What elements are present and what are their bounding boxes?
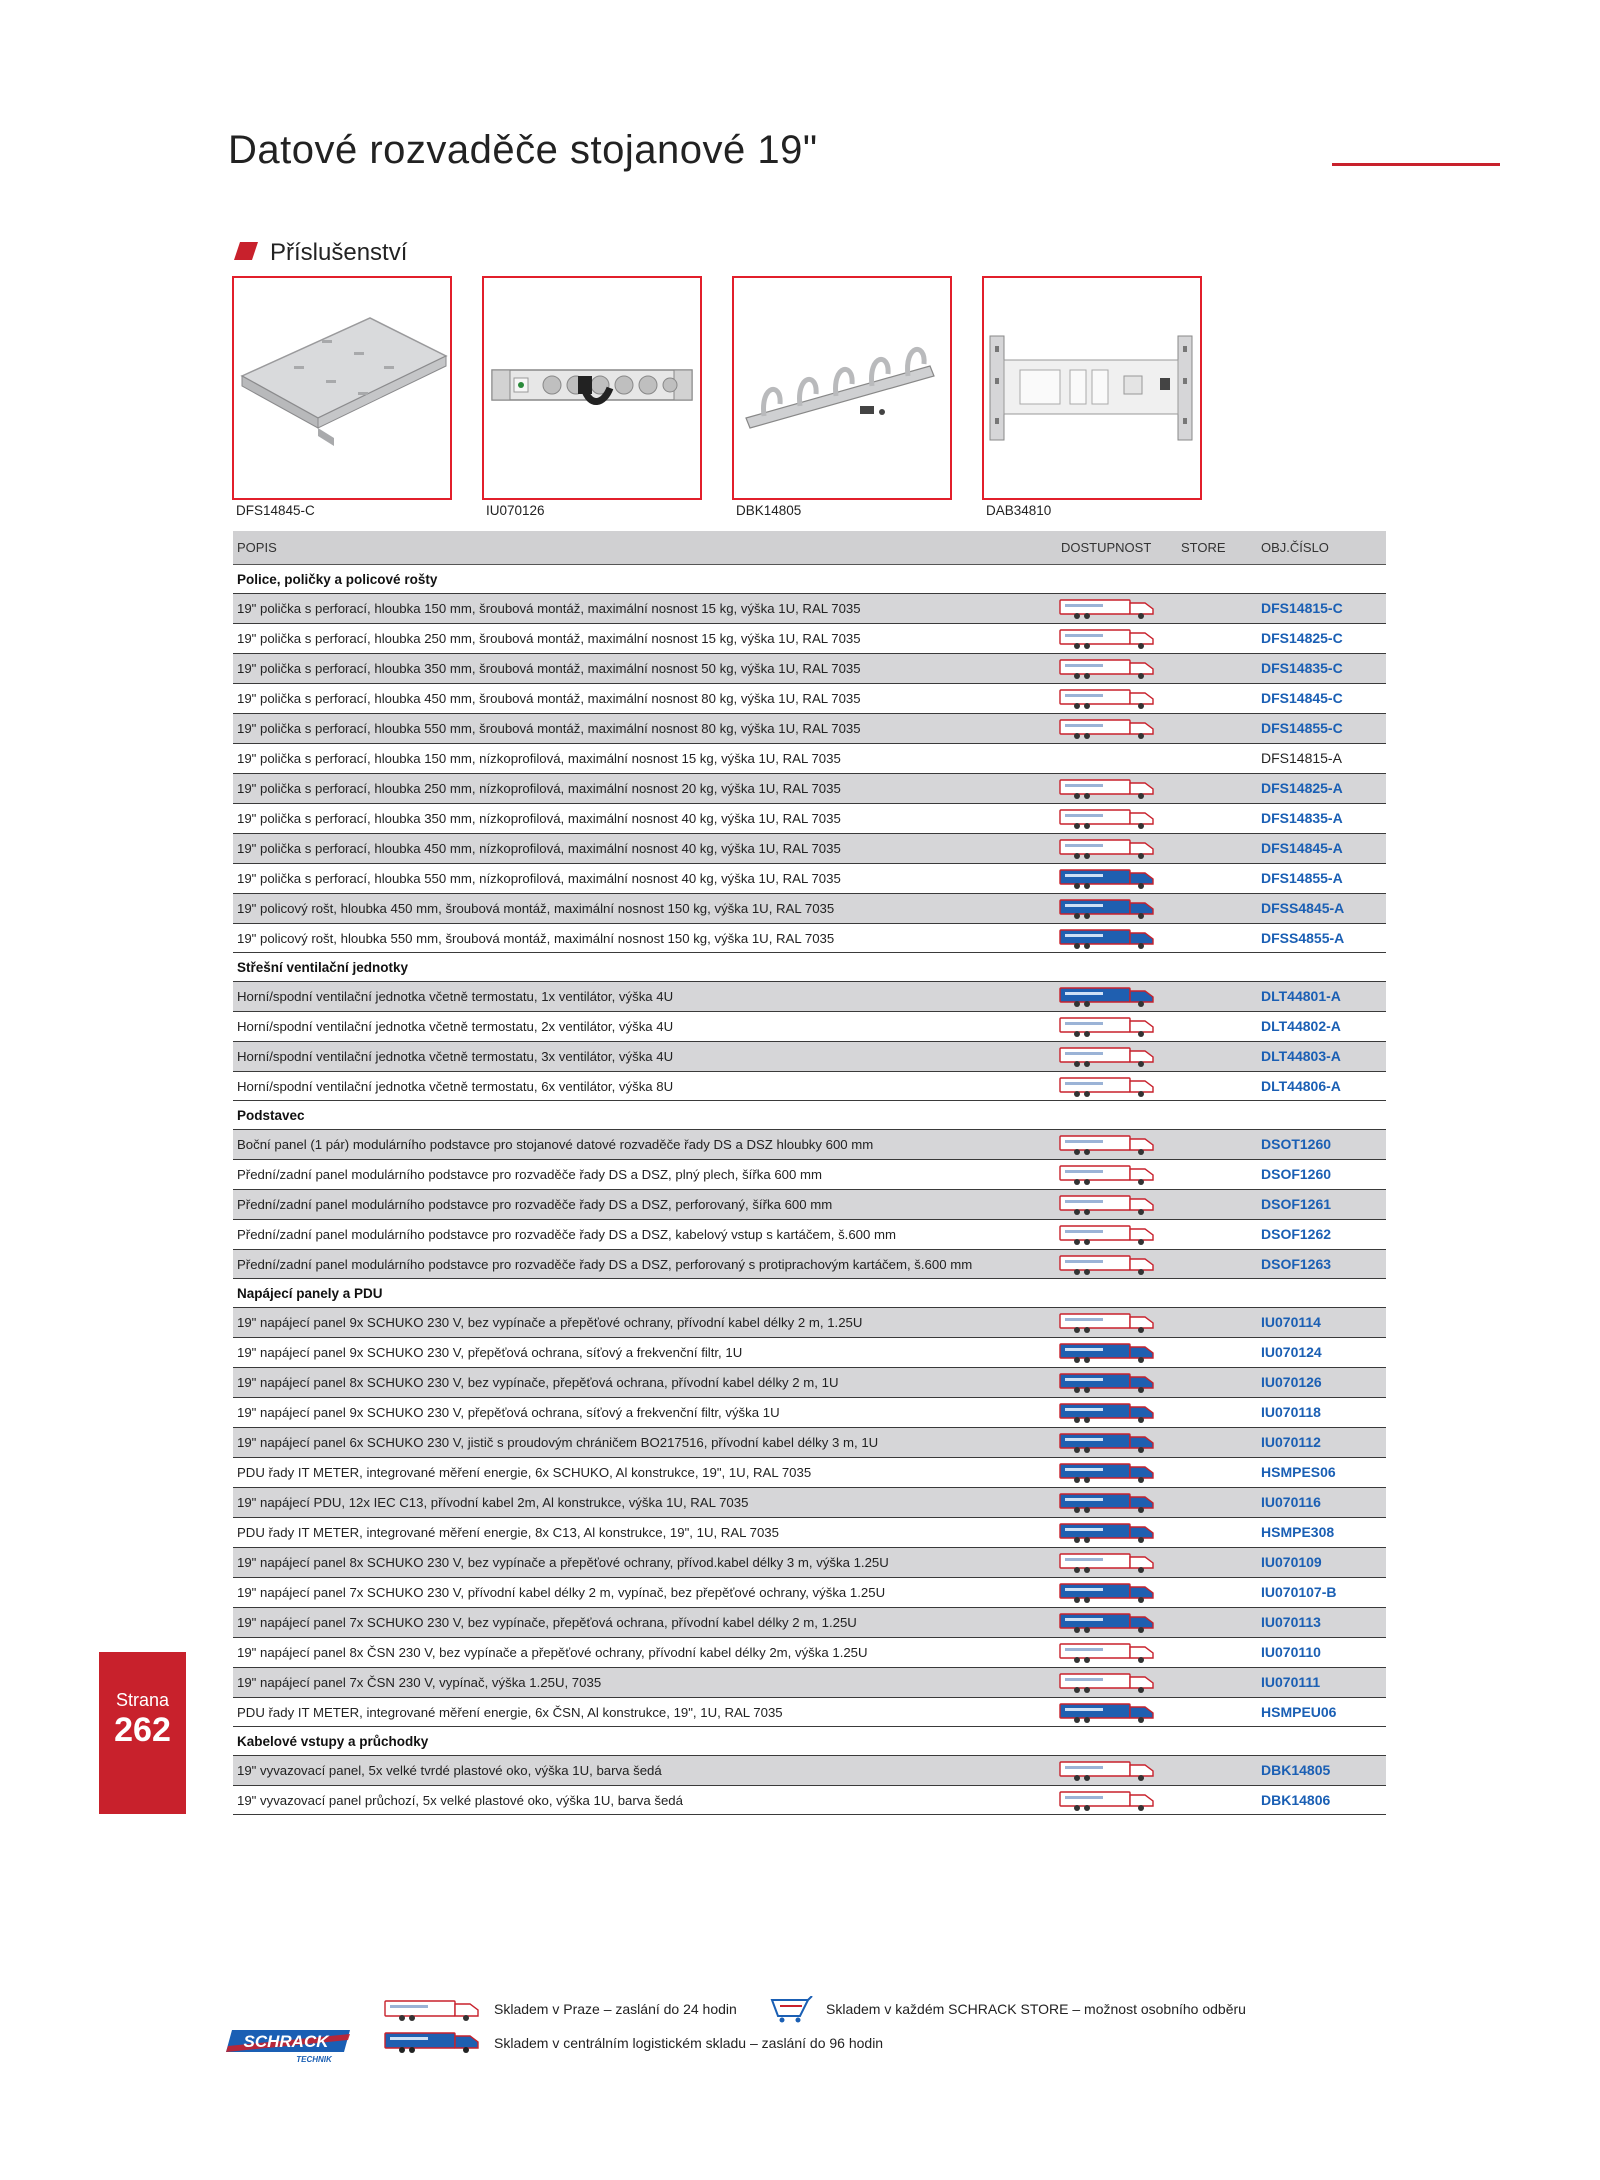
shelf-image	[234, 278, 450, 498]
table-row	[233, 1697, 1386, 1727]
row-description: 19" polička s perforací, hloubka 550 mm, šroubová montáž, maximální nosnost 80 kg, výška 1U, RAL 7035	[237, 721, 861, 736]
table-row	[233, 1755, 1386, 1785]
table-row	[233, 1577, 1386, 1607]
truck-white-icon	[1059, 1134, 1155, 1156]
table-row	[233, 1785, 1386, 1815]
section-marker-icon	[234, 242, 258, 260]
product-caption: DFS14845-C	[236, 503, 315, 518]
table-row	[233, 1249, 1386, 1279]
order-code-link[interactable]: DLT44806-A	[1261, 1078, 1341, 1094]
group-header	[233, 565, 1386, 593]
table-row	[233, 1219, 1386, 1249]
page-marker	[99, 1652, 186, 1814]
order-code-link[interactable]: IU070112	[1261, 1434, 1321, 1450]
row-description: Horní/spodní ventilační jednotka včetně termostatu, 1x ventilátor, výška 4U	[237, 989, 674, 1004]
order-code-link[interactable]: DFS14855-C	[1261, 720, 1343, 736]
table-row	[233, 593, 1386, 623]
product-caption: DBK14805	[736, 503, 802, 518]
truck-white-icon	[1059, 688, 1155, 710]
product-caption: IU070126	[486, 503, 545, 518]
row-description: 19" polička s perforací, hloubka 450 mm, nízkoprofilová, maximální nosnost 40 kg, výška 1U, RAL 7035	[237, 841, 841, 856]
row-description: 19" napájecí panel 7x SCHUKO 230 V, přívodní kabel délky 2 m, vypínač, bez přepěťové ochrany, výška 1.25U	[237, 1585, 886, 1600]
header-popis: POPIS	[237, 540, 277, 555]
row-description: 19" polička s perforací, hloubka 250 mm, nízkoprofilová, maximální nosnost 20 kg, výška 1U, RAL 7035	[237, 781, 841, 796]
table-row	[233, 623, 1386, 653]
order-code-link[interactable]: DFS14845-C	[1261, 690, 1343, 706]
truck-white-icon	[1059, 1076, 1155, 1098]
row-description: 19" napájecí PDU, 12x IEC C13, přívodní kabel 2m, Al konstrukce, výška 1U, RAL 7035	[237, 1495, 749, 1510]
truck-white-icon	[1059, 598, 1155, 620]
table-row	[233, 1457, 1386, 1487]
row-description: 19" polička s perforací, hloubka 450 mm, šroubová montáž, maximální nosnost 80 kg, výška 1U, RAL 7035	[237, 691, 861, 706]
order-code-link[interactable]: DSOF1262	[1261, 1226, 1332, 1242]
table-row	[233, 981, 1386, 1011]
order-code-link[interactable]: DFS14855-A	[1261, 870, 1343, 886]
row-description: 19" napájecí panel 7x ČSN 230 V, vypínač, výška 1.25U, 7035	[237, 1675, 602, 1690]
panel-module-image	[984, 278, 1200, 498]
truck-white-icon	[1059, 1760, 1155, 1782]
table-row	[233, 833, 1386, 863]
truck-white-icon	[1059, 658, 1155, 680]
row-description: 19" napájecí panel 9x SCHUKO 230 V, přepěťová ochrana, síťový a frekvenční filtr, 1U	[237, 1345, 743, 1360]
truck-blue-icon	[1059, 1432, 1155, 1454]
truck-white-icon	[1059, 718, 1155, 740]
truck-white-icon	[1059, 1642, 1155, 1664]
order-code-link[interactable]: IU070113	[1261, 1614, 1321, 1630]
order-code-link[interactable]: DFS14815-C	[1261, 600, 1343, 616]
group-title: Podstavec	[237, 1108, 305, 1123]
product-image-panel-module	[982, 276, 1202, 500]
legend-store: Skladem v každém SCHRACK STORE – možnost osobního odběru	[826, 2001, 1246, 2017]
order-code-link[interactable]: DFS14825-C	[1261, 630, 1343, 646]
group-header	[233, 953, 1386, 981]
truck-blue-icon	[1059, 1522, 1155, 1544]
truck-blue-icon	[1059, 898, 1155, 920]
table-row	[233, 653, 1386, 683]
order-code-link[interactable]: DFS14825-A	[1261, 780, 1343, 796]
order-code-link[interactable]: DLT44801-A	[1261, 988, 1341, 1004]
product-image-power-strip	[482, 276, 702, 500]
row-description: Horní/spodní ventilační jednotka včetně termostatu, 6x ventilátor, výška 8U	[237, 1079, 674, 1094]
table-row	[233, 1189, 1386, 1219]
row-description: PDU řady IT METER, integrované měření energie, 6x ČSN, Al konstrukce, 19", 1U, RAL 7035	[237, 1705, 783, 1720]
header-obj: OBJ.ČÍSLO	[1261, 540, 1329, 555]
product-image-cable-guide	[732, 276, 952, 500]
table-row	[233, 1129, 1386, 1159]
truck-blue-icon	[1059, 1402, 1155, 1424]
legend-central: Skladem v centrálním logistickém skladu – zaslání do 96 hodin	[494, 2035, 884, 2051]
table-row	[233, 1071, 1386, 1101]
row-description: PDU řady IT METER, integrované měření energie, 6x SCHUKO, Al konstrukce, 19", 1U, RAL 7035	[237, 1465, 812, 1480]
order-code-link[interactable]: IU070109	[1261, 1554, 1322, 1570]
row-description: Boční panel (1 pár) modulárního podstavce pro stojanové datové rozvaděče řady DS a DSZ hloubky 600 mm	[237, 1137, 874, 1152]
row-description: 19" polička s perforací, hloubka 350 mm, šroubová montáž, maximální nosnost 50 kg, výška 1U, RAL 7035	[237, 661, 861, 676]
order-code-link[interactable]: HSMPEU06	[1261, 1704, 1337, 1720]
truck-white-icon	[1059, 1312, 1155, 1334]
truck-white-icon	[1059, 1790, 1155, 1812]
product-image-shelf	[232, 276, 452, 500]
truck-blue-icon	[1059, 868, 1155, 890]
cable-guide-image	[734, 278, 950, 498]
table-row	[233, 1307, 1386, 1337]
table-row	[233, 1637, 1386, 1667]
table-row	[233, 863, 1386, 893]
order-code-link[interactable]: HSMPE308	[1261, 1524, 1335, 1540]
table-row	[233, 1667, 1386, 1697]
table-row	[233, 1517, 1386, 1547]
order-code-link[interactable]: IU070114	[1261, 1314, 1321, 1330]
order-code-link[interactable]: DSOT1260	[1261, 1136, 1332, 1152]
order-code-link[interactable]: IU070126	[1261, 1374, 1322, 1390]
order-code-link[interactable]: DFS14835-C	[1261, 660, 1343, 676]
row-description: Přední/zadní panel modulárního podstavce pro rozvaděče řady DS a DSZ, perforovaný s protiprachovým kartáčem, š.600 mm	[237, 1257, 973, 1272]
row-description: 19" vyvazovací panel průchozí, 5x velké plastové oko, výška 1U, barva šedá	[237, 1793, 683, 1808]
schrack-logo	[226, 2030, 350, 2064]
row-description: 19" napájecí panel 7x SCHUKO 230 V, bez vypínače, přepěťová ochrana, přívodní kabel délky 2 m, 1.25U	[237, 1615, 857, 1630]
order-code-link[interactable]: DFSS4855-A	[1261, 930, 1345, 946]
table-row	[233, 1159, 1386, 1189]
table-row	[233, 1397, 1386, 1427]
row-description: 19" policový rošt, hloubka 450 mm, šroubová montáž, maximální nosnost 150 kg, výška 1U, RAL 7035	[237, 901, 835, 916]
order-code-link[interactable]: IU070118	[1261, 1404, 1321, 1420]
row-description: Přední/zadní panel modulárního podstavce pro rozvaděče řady DS a DSZ, plný plech, šířka 600 mm	[237, 1167, 822, 1182]
table-row	[233, 1487, 1386, 1517]
order-code-link[interactable]: HSMPES06	[1261, 1464, 1336, 1480]
row-description: 19" polička s perforací, hloubka 350 mm, nízkoprofilová, maximální nosnost 40 kg, výška 1U, RAL 7035	[237, 811, 841, 826]
group-header	[233, 1101, 1386, 1129]
row-description: Horní/spodní ventilační jednotka včetně termostatu, 3x ventilátor, výška 4U	[237, 1049, 674, 1064]
table-row	[233, 683, 1386, 713]
truck-white-icon	[1059, 1046, 1155, 1068]
order-code-link[interactable]: DFSS4845-A	[1261, 900, 1345, 916]
truck-blue-icon	[1059, 1342, 1155, 1364]
row-description: Přední/zadní panel modulárního podstavce pro rozvaděče řady DS a DSZ, kabelový vstup s kartáčem, š.600 mm	[237, 1227, 896, 1242]
table-row	[233, 1427, 1386, 1457]
truck-blue-icon	[384, 2030, 480, 2054]
order-code-link[interactable]: IU070107-B	[1261, 1584, 1337, 1600]
truck-blue-icon	[1059, 1582, 1155, 1604]
section-title: Příslušenství	[270, 239, 408, 266]
row-description: 19" napájecí panel 8x ČSN 230 V, bez vypínače a přepěťové ochrany, přívodní kabel délky 2m, výška 1.25U	[237, 1645, 868, 1660]
table-row	[233, 1607, 1386, 1637]
group-title: Napájecí panely a PDU	[237, 1286, 383, 1301]
header-store: STORE	[1181, 540, 1226, 555]
group-title: Střešní ventilační jednotky	[237, 960, 409, 975]
row-description: 19" napájecí panel 9x SCHUKO 230 V, bez vypínače a přepěťové ochrany, přívodní kabel délky 2 m, 1.25U	[237, 1315, 863, 1330]
table-row	[233, 1337, 1386, 1367]
order-code-link[interactable]: DSOF1263	[1261, 1256, 1332, 1272]
truck-white-icon	[1059, 1194, 1155, 1216]
group-title: Kabelové vstupy a průchodky	[237, 1734, 429, 1749]
page-title: Datové rozvaděče stojanové 19"	[228, 128, 818, 172]
truck-blue-icon	[1059, 928, 1155, 950]
truck-white-icon	[1059, 1254, 1155, 1276]
legend-prague: Skladem v Praze – zaslání do 24 hodin	[494, 2001, 737, 2017]
truck-blue-icon	[1059, 1372, 1155, 1394]
truck-white-icon	[1059, 1552, 1155, 1574]
order-code-link[interactable]: DLT44802-A	[1261, 1018, 1341, 1034]
group-header	[233, 1279, 1386, 1307]
table-row	[233, 713, 1386, 743]
truck-white-icon	[1059, 778, 1155, 800]
truck-blue-icon	[1059, 1612, 1155, 1634]
row-description: PDU řady IT METER, integrované měření energie, 8x C13, Al konstrukce, 19", 1U, RAL 7035	[237, 1525, 779, 1540]
row-description: 19" vyvazovací panel, 5x velké tvrdé plastové oko, výška 1U, barva šedá	[237, 1763, 662, 1778]
truck-white-icon	[1059, 628, 1155, 650]
table-row	[233, 773, 1386, 803]
svg-text:SCHRACK: SCHRACK	[243, 2032, 329, 2051]
page-number: 262	[114, 1711, 171, 1749]
page-label: Strana	[115, 1690, 170, 1710]
order-code-link[interactable]: DBK14805	[1261, 1762, 1331, 1778]
truck-white-icon	[1059, 1016, 1155, 1038]
truck-white-icon	[1059, 1672, 1155, 1694]
order-code-link[interactable]: IU070116	[1261, 1494, 1321, 1510]
row-description: 19" polička s perforací, hloubka 550 mm, nízkoprofilová, maximální nosnost 40 kg, výška 1U, RAL 7035	[237, 871, 841, 886]
group-header	[233, 1727, 1386, 1755]
truck-blue-icon	[1059, 1462, 1155, 1484]
order-code-link[interactable]: DSOF1260	[1261, 1166, 1332, 1182]
accessory-table	[233, 531, 1386, 1815]
row-description: 19" polička s perforací, hloubka 250 mm, šroubová montáž, maximální nosnost 15 kg, výška 1U, RAL 7035	[237, 631, 861, 646]
product-caption: DAB34810	[986, 503, 1052, 518]
order-code-link[interactable]: DBK14806	[1261, 1792, 1331, 1808]
order-code-link[interactable]: DFS14845-A	[1261, 840, 1343, 856]
table-row	[233, 1367, 1386, 1397]
row-description: 19" napájecí panel 8x SCHUKO 230 V, bez vypínače a přepěťové ochrany, přívod.kabel délky 3 m, výška 1.25U	[237, 1555, 889, 1570]
table-header	[233, 531, 1386, 565]
schrack-logo-mark	[226, 2030, 350, 2064]
truck-blue-icon	[1059, 1702, 1155, 1724]
truck-blue-icon	[1059, 986, 1155, 1008]
truck-white-icon	[384, 1998, 480, 2022]
svg-text:TECHNIK: TECHNIK	[296, 2055, 332, 2064]
row-description: 19" policový rošt, hloubka 550 mm, šroubová montáž, maximální nosnost 150 kg, výška 1U, RAL 7035	[237, 931, 835, 946]
order-code-link[interactable]: DFS14835-A	[1261, 810, 1343, 826]
order-code-link[interactable]: IU070124	[1261, 1344, 1322, 1360]
truck-white-icon	[1059, 808, 1155, 830]
order-code-link[interactable]: DSOF1261	[1261, 1196, 1332, 1212]
power-strip-image	[484, 278, 700, 498]
truck-white-icon	[1059, 838, 1155, 860]
order-code-link: DFS14815-A	[1261, 750, 1342, 766]
header-dostupnost: DOSTUPNOST	[1061, 540, 1152, 555]
row-description: 19" napájecí panel 9x SCHUKO 230 V, přepěťová ochrana, síťový a frekvenční filtr, výška 1U	[237, 1405, 780, 1420]
table-row	[233, 743, 1386, 773]
order-code-link[interactable]: IU070110	[1261, 1644, 1321, 1660]
group-title: Police, poličky a policové rošty	[237, 572, 438, 587]
table-body	[233, 565, 1386, 1815]
cart-icon	[768, 1996, 814, 2024]
table-row	[233, 923, 1386, 953]
row-description: Horní/spodní ventilační jednotka včetně termostatu, 2x ventilátor, výška 4U	[237, 1019, 674, 1034]
truck-blue-icon	[1059, 1492, 1155, 1514]
row-description: 19" napájecí panel 6x SCHUKO 230 V, jistič s proudovým chráničem BO217516, přívodní kabel délky 3 m, 1U	[237, 1435, 879, 1450]
table-row	[233, 1011, 1386, 1041]
table-row	[233, 1041, 1386, 1071]
table-row	[233, 803, 1386, 833]
truck-white-icon	[1059, 1224, 1155, 1246]
row-description: Přední/zadní panel modulárního podstavce pro rozvaděče řady DS a DSZ, perforovaný, šířka 600 mm	[237, 1197, 833, 1212]
table-row	[233, 893, 1386, 923]
title-underline	[1332, 163, 1500, 166]
order-code-link[interactable]: IU070111	[1261, 1674, 1321, 1690]
order-code-link[interactable]: DLT44803-A	[1261, 1048, 1341, 1064]
row-description: 19" polička s perforací, hloubka 150 mm, nízkoprofilová, maximální nosnost 15 kg, výška 1U, RAL 7035	[237, 751, 841, 766]
row-description: 19" napájecí panel 8x SCHUKO 230 V, bez vypínače, přepěťová ochrana, přívodní kabel délky 2 m, 1U	[237, 1375, 839, 1390]
table-row	[233, 1547, 1386, 1577]
truck-white-icon	[1059, 1164, 1155, 1186]
row-description: 19" polička s perforací, hloubka 150 mm, šroubová montáž, maximální nosnost 15 kg, výška 1U, RAL 7035	[237, 601, 861, 616]
